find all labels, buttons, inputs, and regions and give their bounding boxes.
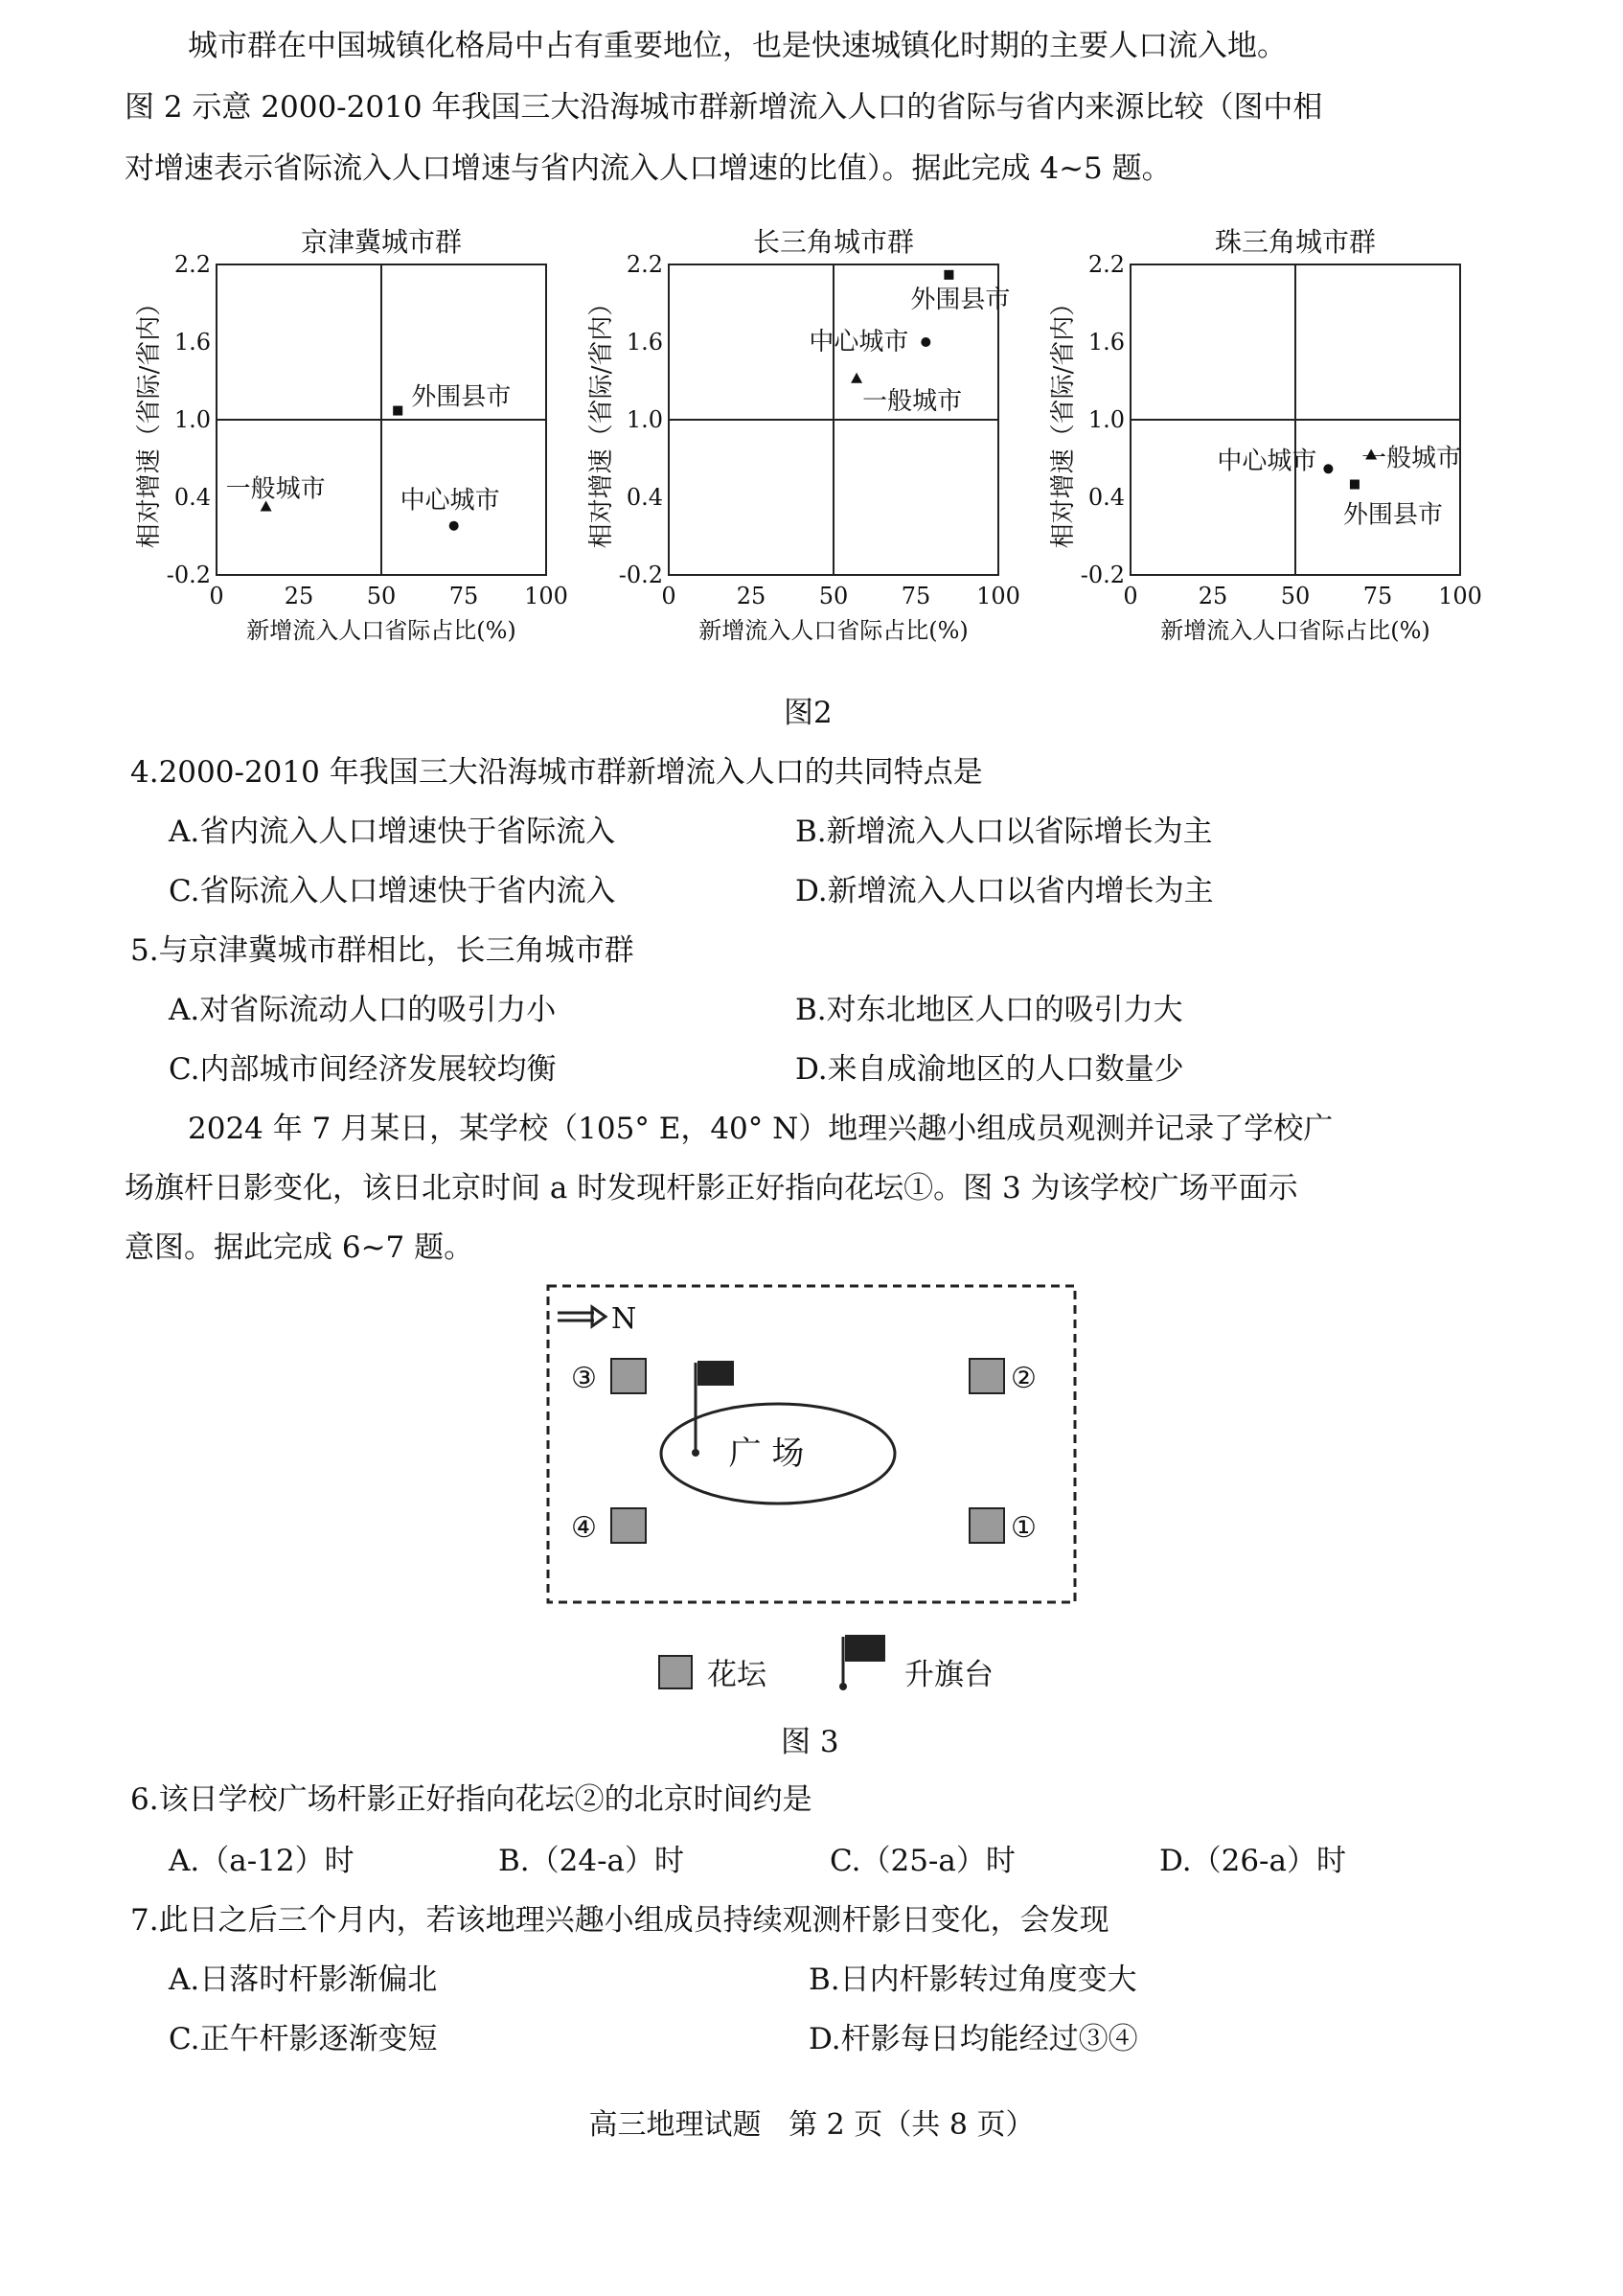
x-tick-label: 100 <box>976 583 1020 609</box>
q5-option-c: C.内部城市间经济发展较均衡 <box>169 1052 557 1087</box>
point-label: 一般城市 <box>1361 444 1462 473</box>
flower-bed-2-label: ② <box>1011 1362 1037 1395</box>
intro-line-2: 图 2 示意 2000-2010 年我国三大沿海城市群新增流入人口的省际与省内来源比较（图中相 <box>125 90 1323 125</box>
figure-2-caption: 图2 <box>784 696 833 730</box>
q6-stem: 6.该日学校广场杆影正好指向花坛②的北京时间约是 <box>130 1782 812 1817</box>
north-label: N <box>611 1302 637 1336</box>
x-tick-label: 50 <box>818 583 849 609</box>
flower-bed-1-label: ① <box>1011 1511 1037 1545</box>
q5-option-d: D.来自成渝地区的人口数量少 <box>795 1052 1184 1087</box>
point-label: 中心城市 <box>400 486 500 516</box>
x-tick-label: 100 <box>1438 583 1482 609</box>
point-marker-circle <box>921 337 930 347</box>
x-tick-label: 25 <box>1198 583 1228 609</box>
legend-flag-icon <box>839 1635 885 1690</box>
q6-option-a: A.（a-12）时 <box>169 1844 354 1878</box>
figure-2-charts <box>0 211 1623 661</box>
flower-bed-3 <box>611 1359 646 1393</box>
q6-option-b: B.（24-a）时 <box>498 1844 685 1878</box>
y-tick-label: 1.0 <box>626 406 663 433</box>
y-tick-label: 0.4 <box>173 484 211 511</box>
point-label: 中心城市 <box>1217 447 1317 476</box>
y-tick-label: -0.2 <box>618 562 663 588</box>
y-tick-label: 1.6 <box>173 329 211 356</box>
north-arrow-icon <box>558 1307 606 1326</box>
y-axis-label: 相对增速（省际/省内） <box>1049 290 1078 549</box>
q5-option-a: A.对省际流动人口的吸引力小 <box>169 993 557 1027</box>
q7-option-a: A.日落时杆影渐偏北 <box>169 1963 438 1997</box>
plaza-label: 广 场 <box>728 1435 805 1473</box>
point-label: 外围县市 <box>1342 500 1443 530</box>
q4-option-c: C.省际流入人口增速快于省内流入 <box>169 874 616 908</box>
chart-title: 京津冀城市群 <box>300 226 463 258</box>
x-tick-label: 0 <box>209 583 224 609</box>
chart-changsanjiao <box>587 226 1020 644</box>
x-tick-label: 75 <box>1362 583 1393 609</box>
q5-stem: 5.与京津冀城市群相比，长三角城市群 <box>130 933 634 968</box>
chart-zhusanjiao <box>1049 226 1482 644</box>
x-tick-label: 25 <box>736 583 766 609</box>
chart-jingjinji <box>135 226 568 644</box>
x-tick-label: 50 <box>1280 583 1311 609</box>
x-axis-label: 新增流入人口省际占比(%) <box>698 617 969 644</box>
legend-flag-label: 升旗台 <box>904 1658 994 1692</box>
point-label: 外围县市 <box>411 382 512 412</box>
y-tick-label: 0.4 <box>1087 484 1125 511</box>
x-axis-label: 新增流入人口省际占比(%) <box>1160 617 1430 644</box>
page-footer: 高三地理试题 第 2 页（共 8 页） <box>588 2108 1035 2142</box>
q5-option-b: B.对东北地区人口的吸引力大 <box>795 993 1183 1027</box>
point-label: 中心城市 <box>809 328 909 356</box>
x-tick-label: 50 <box>366 583 397 609</box>
q4-option-d: D.新增流入人口以省内增长为主 <box>795 874 1214 908</box>
q7-stem: 7.此日之后三个月内，若该地理兴趣小组成员持续观测杆影日变化，会发现 <box>130 1903 1109 1938</box>
intro2-line-1: 2024 年 7 月某日，某学校（105° E，40° N）地理兴趣小组成员观测并记录了学校广 <box>188 1112 1334 1146</box>
x-tick-label: 25 <box>284 583 314 609</box>
intro-line-1: 城市群在中国城镇化格局中占有重要地位，也是快速城镇化时期的主要人口流入地。 <box>188 29 1287 63</box>
flower-bed-1 <box>970 1508 1004 1543</box>
x-tick-label: 0 <box>1123 583 1138 609</box>
point-label: 外围县市 <box>910 285 1011 314</box>
y-tick-label: -0.2 <box>1080 562 1125 588</box>
x-tick-label: 0 <box>661 583 676 609</box>
y-tick-label: 2.2 <box>626 251 663 278</box>
chart-title: 长三角城市群 <box>752 226 915 258</box>
q7-option-d: D.杆影每日均能经过③④ <box>809 2022 1138 2056</box>
y-tick-label: 0.4 <box>626 484 663 511</box>
legend-flower-bed-icon <box>659 1656 692 1688</box>
y-tick-label: 1.6 <box>626 329 663 356</box>
q6-option-c: C.（25-a）时 <box>830 1844 1016 1878</box>
intro2-line-3: 意图。据此完成 6~7 题。 <box>125 1230 474 1265</box>
figure-3-caption: 图 3 <box>781 1725 839 1759</box>
x-tick-label: 100 <box>524 583 568 609</box>
x-tick-label: 75 <box>901 583 931 609</box>
point-marker-square <box>1350 480 1360 490</box>
x-axis-label: 新增流入人口省际占比(%) <box>246 617 516 644</box>
flower-bed-4 <box>611 1508 646 1543</box>
q4-stem: 4.2000-2010 年我国三大沿海城市群新增流入人口的共同特点是 <box>130 755 983 790</box>
y-axis-label: 相对增速（省际/省内） <box>135 290 164 549</box>
legend-flower-bed-label: 花坛 <box>707 1658 766 1692</box>
flower-bed-2 <box>970 1359 1004 1393</box>
q4-option-b: B.新增流入人口以省际增长为主 <box>795 815 1213 849</box>
y-tick-label: 2.2 <box>1087 251 1125 278</box>
flower-bed-3-label: ③ <box>571 1362 597 1395</box>
point-marker-circle <box>449 521 459 531</box>
y-tick-label: 1.6 <box>1087 329 1125 356</box>
y-tick-label: 2.2 <box>173 251 211 278</box>
figure-3-plaza-map <box>537 1274 1092 1715</box>
y-axis-label: 相对增速（省际/省内） <box>587 290 616 549</box>
point-label: 一般城市 <box>225 474 326 504</box>
point-marker-square <box>944 270 953 280</box>
point-marker-circle <box>1323 464 1333 473</box>
intro-line-3: 对增速表示省际流入人口增速与省内流入人口增速的比值）。据此完成 4~5 题。 <box>125 151 1172 186</box>
q7-option-c: C.正午杆影逐渐变短 <box>169 2022 438 2056</box>
y-tick-label: 1.0 <box>1087 406 1125 433</box>
q4-option-a: A.省内流入人口增速快于省际流入 <box>169 815 616 849</box>
y-tick-label: 1.0 <box>173 406 211 433</box>
point-label: 一般城市 <box>862 386 963 416</box>
point-marker-square <box>393 406 402 416</box>
chart-title: 珠三角城市群 <box>1214 226 1377 258</box>
intro2-line-2: 场旗杆日影变化，该日北京时间 a 时发现杆影正好指向花坛①。图 3 为该学校广场平面示 <box>125 1171 1298 1205</box>
q7-option-b: B.日内杆影转过角度变大 <box>809 1963 1137 1997</box>
point-marker-triangle <box>851 373 862 383</box>
flower-bed-4-label: ④ <box>571 1511 597 1545</box>
x-tick-label: 75 <box>448 583 479 609</box>
q6-option-d: D.（26-a）时 <box>1159 1844 1347 1878</box>
y-tick-label: -0.2 <box>166 562 211 588</box>
